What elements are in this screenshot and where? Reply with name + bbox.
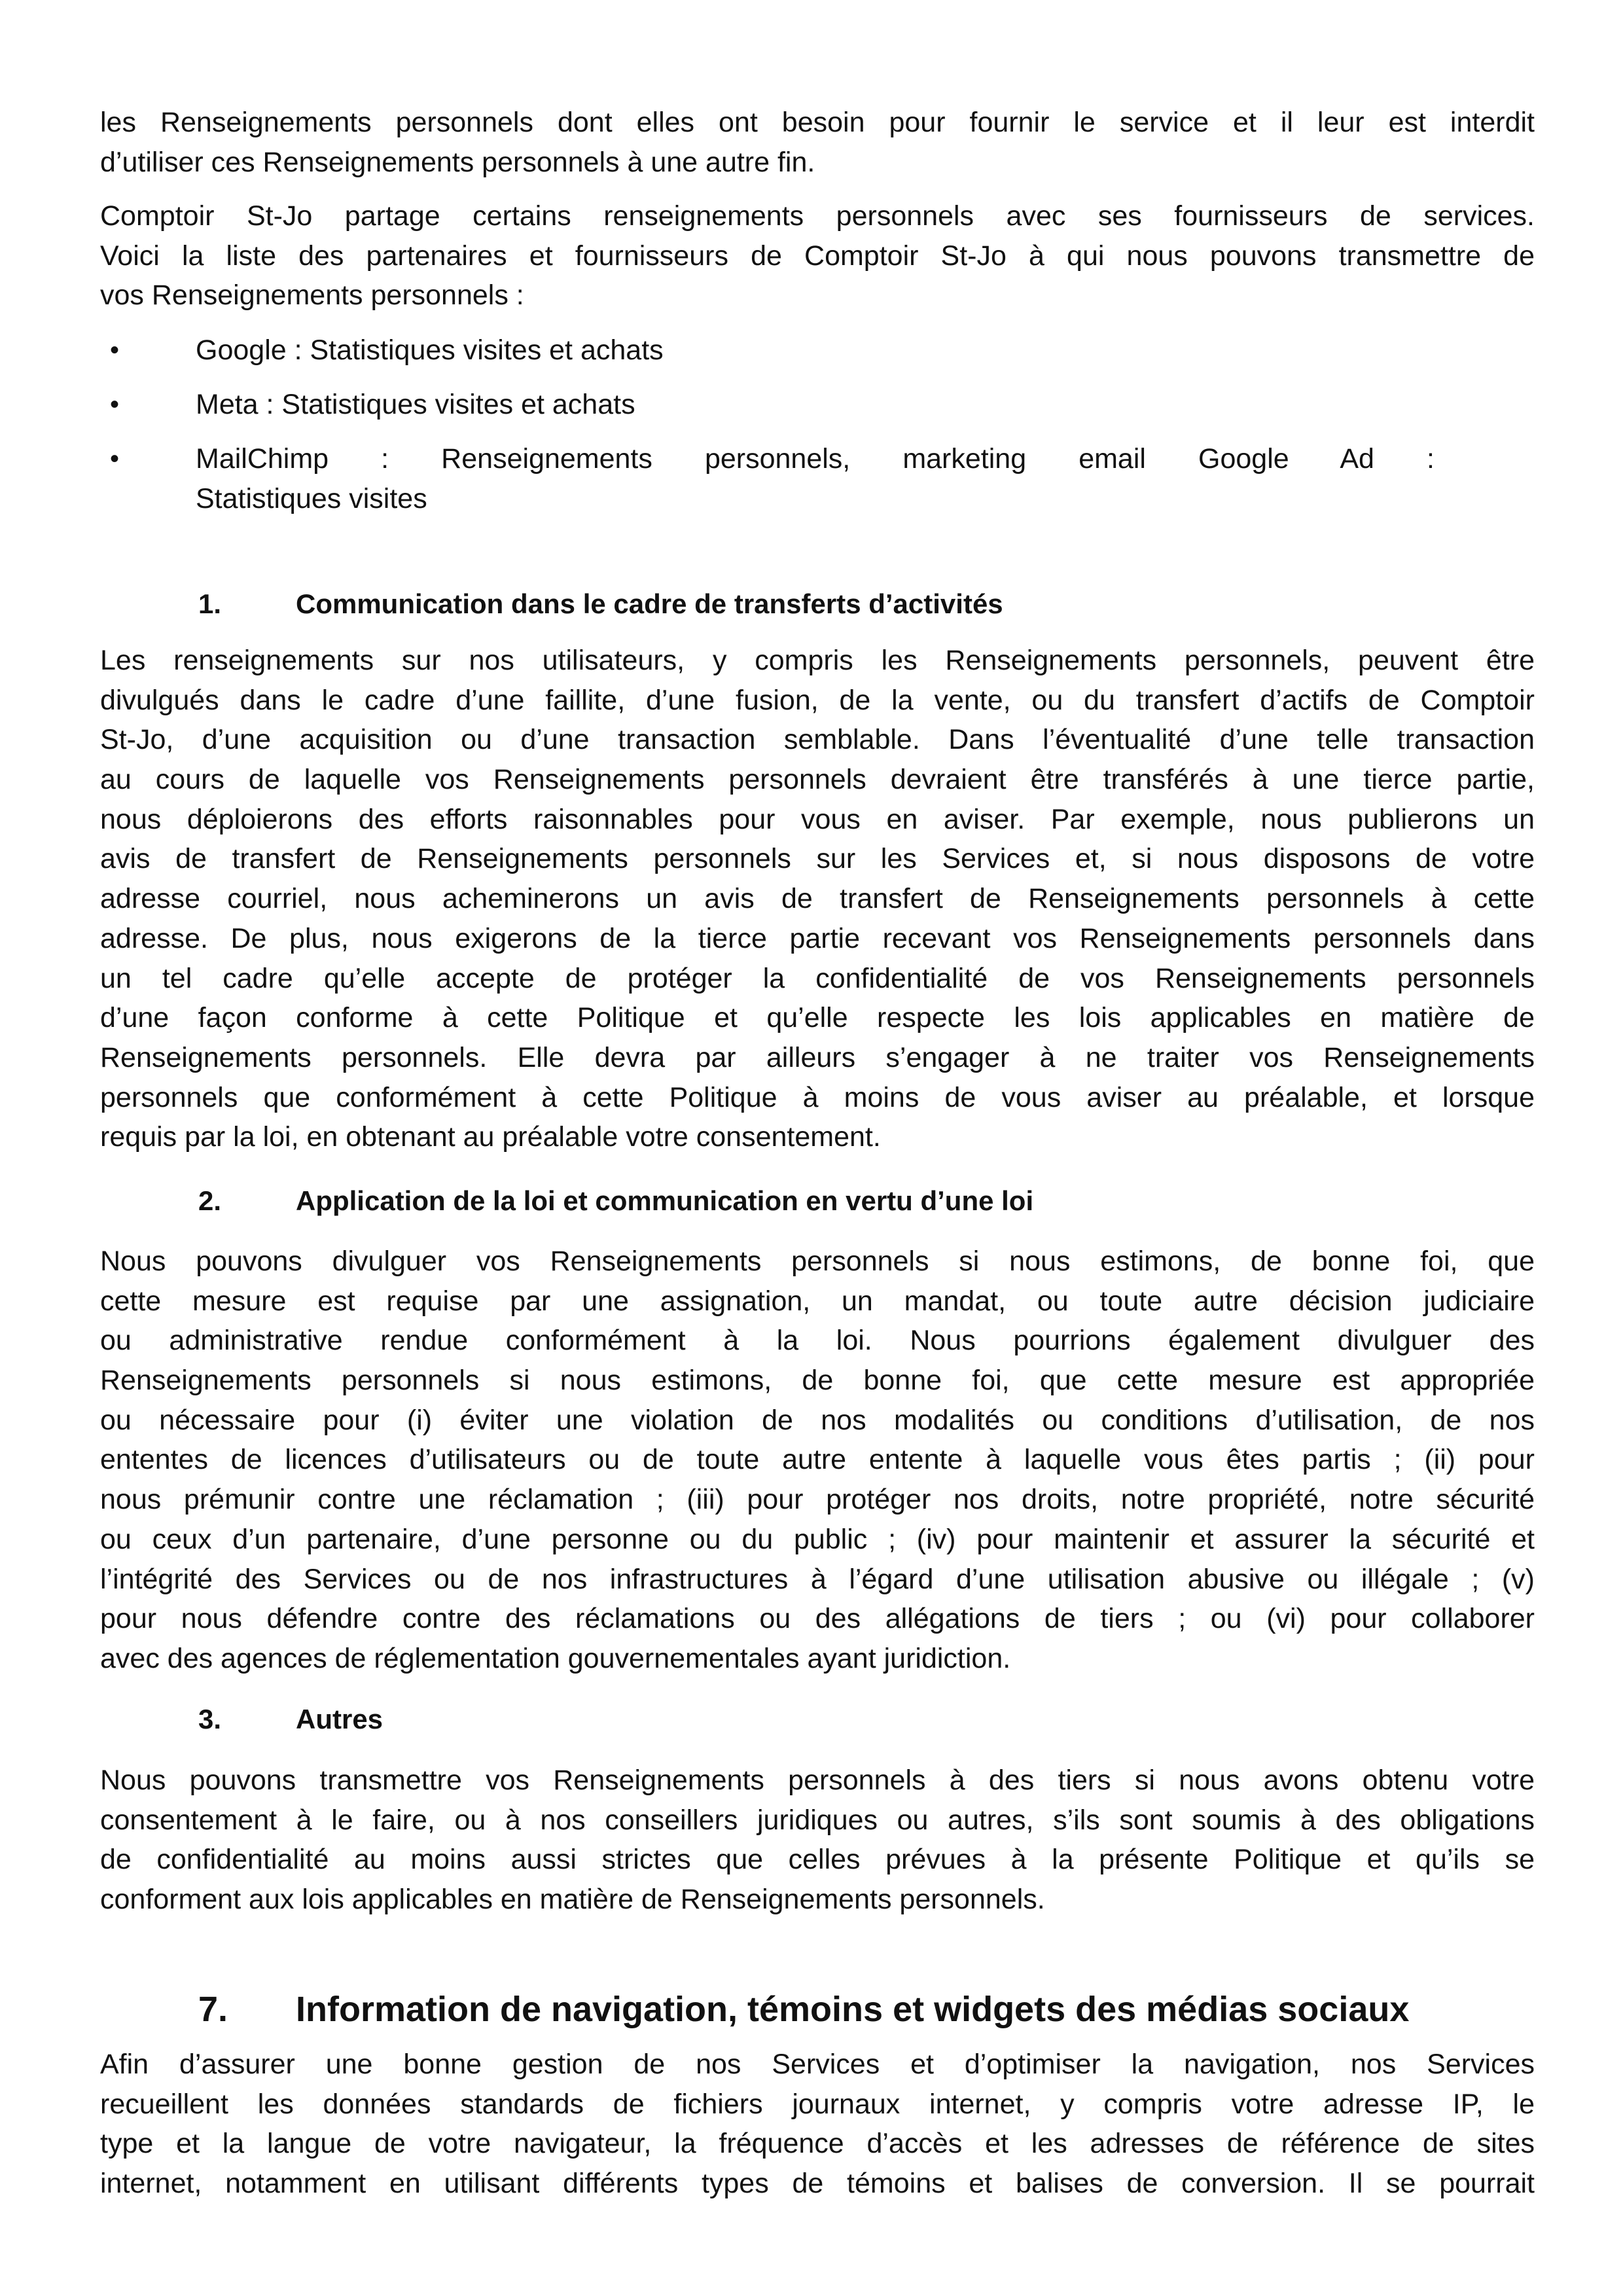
text-line: adresse. De plus, nous exigerons de la tierce partie recevant vos Renseignements personnels dans bbox=[100, 922, 1535, 954]
text-line: ententes de licences d’utilisateurs ou de toute autre entente à laquelle vous êtes partis ; (ii) pour bbox=[100, 1444, 1535, 1476]
text-line: Renseignements personnels. Elle devra par ailleurs s’engager à ne traiter vos Renseignements bbox=[100, 1041, 1535, 1073]
heading-number: 1. bbox=[198, 588, 222, 619]
paragraph bbox=[100, 1242, 1535, 1679]
text-line: internet, notamment en utilisant différents types de témoins et balises de conversion. Il se pourrait bbox=[100, 2168, 1535, 2200]
text-line: avec des agences de réglementation gouvernementales ayant juridiction. bbox=[100, 1642, 1011, 1674]
text-line: les Renseignements personnels dont elles ont besoin pour fournir le service et il leur est interdit bbox=[100, 107, 1535, 138]
paragraph bbox=[100, 641, 1535, 1157]
text-line: St-Jo, d’une acquisition ou d’une transaction semblable. Dans l’éventualité d’une telle transaction bbox=[100, 724, 1535, 756]
text-line: consentement à le faire, ou à nos conseillers juridiques ou autres, s’ils sont soumis à des obligations bbox=[100, 1804, 1535, 1836]
text-line: pour nous défendre contre des réclamations ou des allégations de tiers ; ou (vi) pour collaborer bbox=[100, 1603, 1535, 1635]
text-line: Google : Statistiques visites et achats bbox=[196, 334, 664, 366]
bullet-text bbox=[196, 331, 1435, 370]
text-line: cette mesure est requise par une assignation, un mandat, ou toute autre décision judiciaire bbox=[100, 1285, 1535, 1317]
bullet-icon: • bbox=[110, 444, 120, 473]
text-line: Renseignements personnels si nous estimons, de bonne foi, que cette mesure est appropriée bbox=[100, 1365, 1535, 1397]
text-line: conforment aux lois applicables en matière de Renseignements personnels. bbox=[100, 1884, 1045, 1916]
heading-text: Autres bbox=[296, 1704, 383, 1734]
text-line: ou administrative rendue conformément à la loi. Nous pourrions également divulguer des bbox=[100, 1325, 1535, 1357]
text-line: divulgués dans le cadre d’une faillite, d’une fusion, de la vente, ou du transfert d’actifs de Comptoir bbox=[100, 684, 1535, 716]
text-line: recueillent les données standards de fichiers journaux internet, y compris votre adresse IP, le bbox=[100, 2088, 1535, 2120]
paragraph bbox=[100, 1761, 1535, 1920]
paragraph bbox=[100, 103, 1535, 182]
text-line: requis par la loi, en obtenant au préalable votre consentement. bbox=[100, 1121, 881, 1153]
text-line: Meta : Statistiques visites et achats bbox=[196, 389, 635, 420]
text-line: un tel cadre qu’elle accepte de protéger la confidentialité de vos Renseignements personnels bbox=[100, 962, 1535, 994]
text-line: l’intégrité des Services ou de nos infrastructures à l’égard d’une utilisation abusive ou illégale ; (v) bbox=[100, 1563, 1535, 1595]
bullet-icon: • bbox=[110, 336, 120, 365]
text-line: avis de transfert de Renseignements personnels sur les Services et, si nous disposons de votre bbox=[100, 843, 1535, 875]
paragraph bbox=[100, 196, 1535, 315]
text-line: nous prémunir contre une réclamation ; (iii) pour protéger nos droits, notre propriété, notre sécurité bbox=[100, 1484, 1535, 1516]
paragraph bbox=[100, 2045, 1535, 2204]
text-line: Afin d’assurer une bonne gestion de nos Services et d’optimiser la navigation, nos Services bbox=[100, 2049, 1535, 2080]
text-line: ou nécessaire pour (i) éviter une violation de nos modalités ou conditions d’utilisation, de nos bbox=[100, 1404, 1535, 1436]
text-line: au cours de laquelle vos Renseignements personnels devraient être transférés à une tierce partie, bbox=[100, 764, 1535, 796]
heading-number: 2. bbox=[198, 1185, 222, 1216]
text-line: personnels que conformément à cette Politique à moins de vous aviser au préalable, et lorsque bbox=[100, 1081, 1535, 1113]
text-line: adresse courriel, nous acheminerons un avis de transfert de Renseignements personnels à cette bbox=[100, 883, 1535, 915]
section-heading bbox=[0, 584, 1623, 624]
heading-number: 7. bbox=[198, 1990, 228, 2029]
chapter-heading bbox=[0, 1986, 1623, 2033]
text-line: type et la langue de votre navigateur, la fréquence d’accès et les adresses de référence de sites bbox=[100, 2128, 1535, 2160]
bullet-text bbox=[196, 439, 1435, 518]
bullet-icon: • bbox=[110, 390, 120, 419]
text-line: d’une façon conforme à cette Politique et qu’elle respecte les lois applicables en matière de bbox=[100, 1002, 1535, 1034]
text-line: Voici la liste des partenaires et fournisseurs de Comptoir St-Jo à qui nous pouvons transmettre de bbox=[100, 240, 1535, 272]
text-line: vos Renseignements personnels : bbox=[100, 279, 524, 312]
text-line: Nous pouvons transmettre vos Renseignements personnels à des tiers si nous avons obtenu votre bbox=[100, 1765, 1535, 1796]
text-line: ou ceux d’un partenaire, d’une personne ou du public ; (iv) pour maintenir et assurer la sécurité et bbox=[100, 1523, 1535, 1555]
heading-text: Communication dans le cadre de transferts d’activités bbox=[296, 588, 1003, 619]
text-line: Les renseignements sur nos utilisateurs, y compris les Renseignements personnels, peuvent être bbox=[100, 645, 1535, 676]
text-line: d’utiliser ces Renseignements personnels à une autre fin. bbox=[100, 146, 815, 178]
heading-text: Application de la loi et communication en vertu d’une loi bbox=[296, 1185, 1034, 1216]
bullet-text bbox=[196, 385, 1435, 425]
text-line: nous déploierons des efforts raisonnables pour vous en aviser. Par exemple, nous publierons un bbox=[100, 803, 1535, 835]
text-line: Nous pouvons divulguer vos Renseignements personnels si nous estimons, de bonne foi, que bbox=[100, 1246, 1535, 1277]
text-line: de confidentialité au moins aussi strictes que celles prévues à la présente Politique et qu’ils se bbox=[100, 1844, 1535, 1876]
heading-text: Information de navigation, témoins et widgets des médias sociaux bbox=[296, 1990, 1410, 2029]
heading-number: 3. bbox=[198, 1704, 222, 1734]
text-line: Statistiques visites bbox=[196, 482, 427, 514]
section-heading bbox=[0, 1181, 1623, 1221]
text-line: Comptoir St-Jo partage certains renseignements personnels avec ses fournisseurs de services. bbox=[100, 200, 1535, 232]
section-heading bbox=[0, 1699, 1623, 1739]
text-line: MailChimp : Renseignements personnels, marketing email Google Ad : bbox=[196, 443, 1435, 475]
